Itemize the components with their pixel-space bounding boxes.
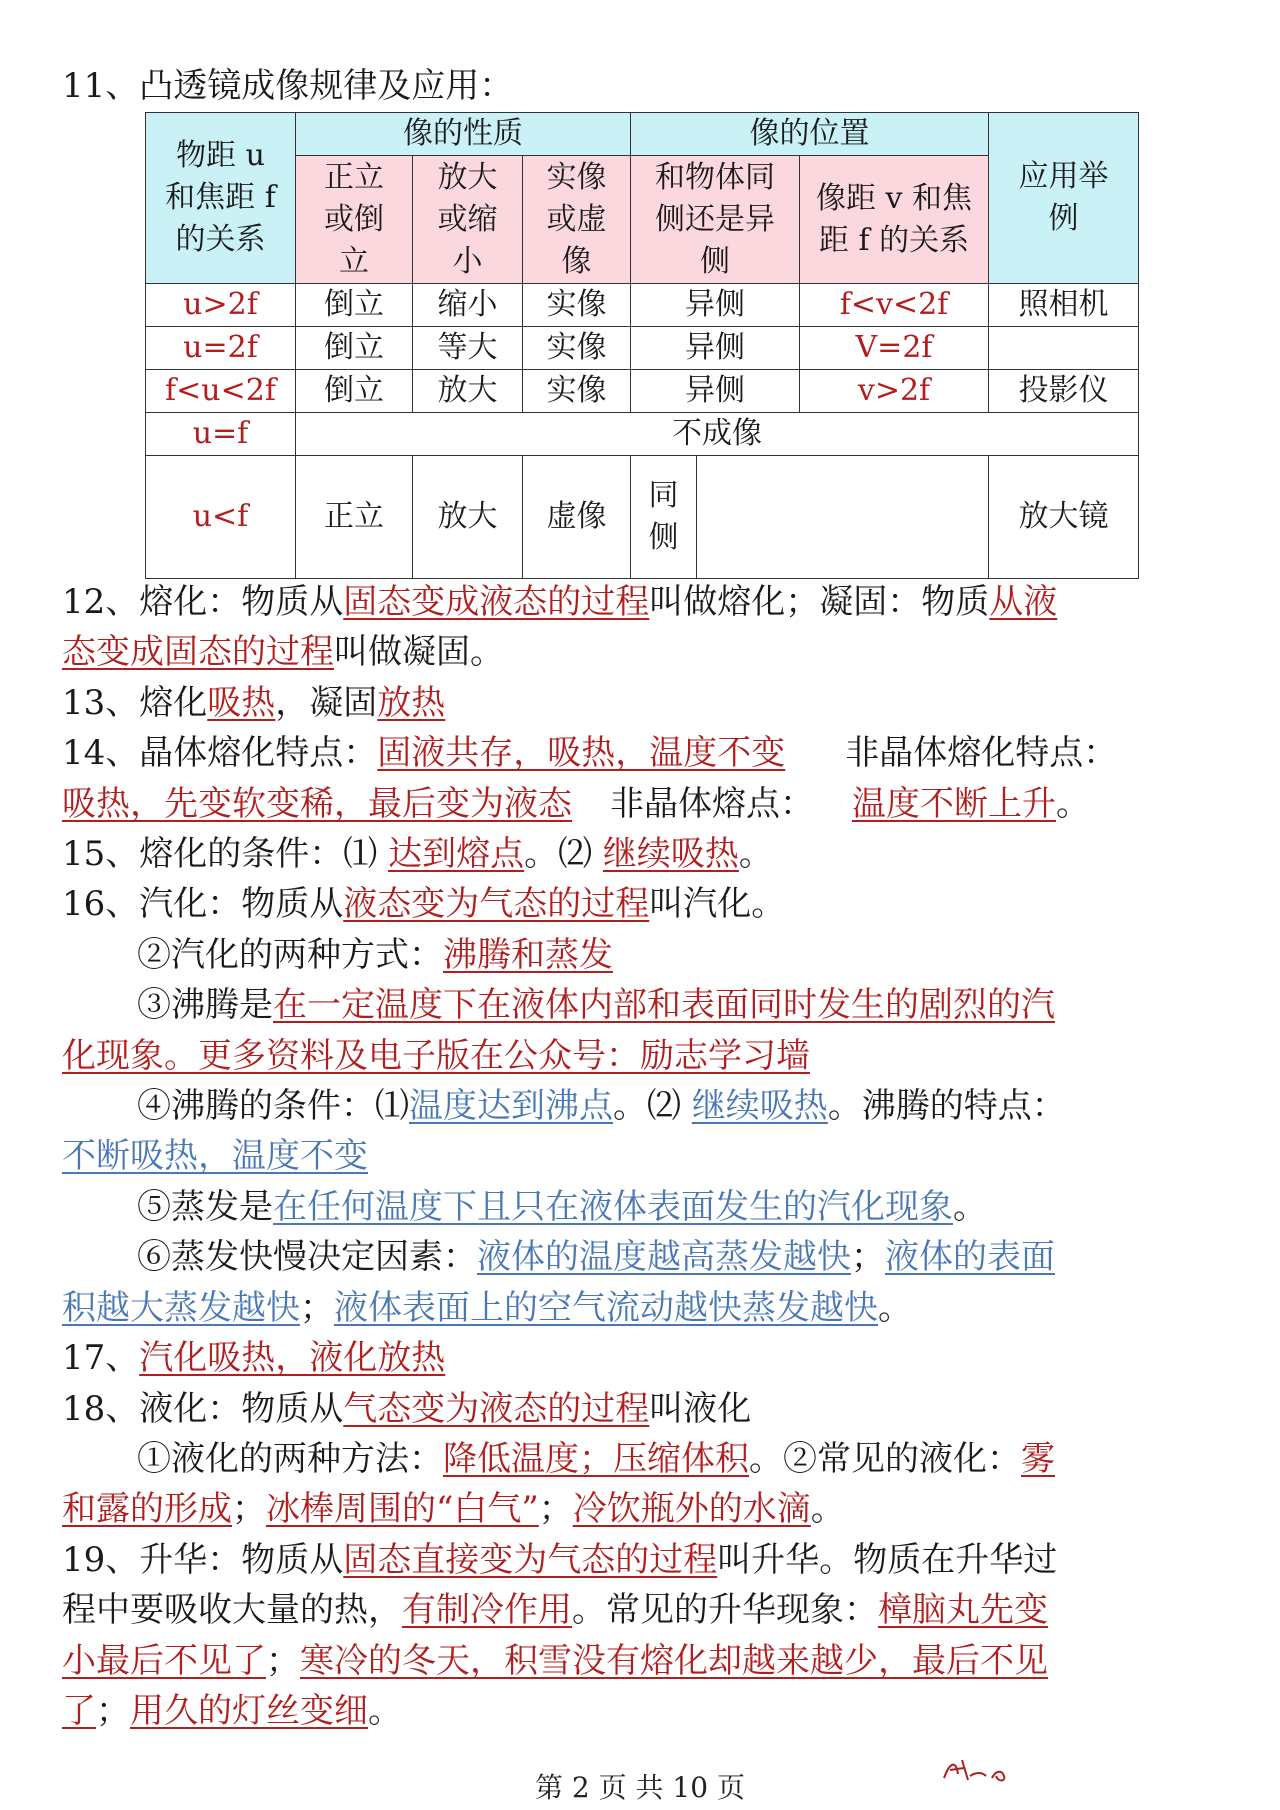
line-18c: 和露的形成；冰棒周围的“白气”；冷饮瓶外的水滴。	[62, 1489, 845, 1530]
line-15: 15、熔化的条件：⑴ 达到熔点。⑵ 继续吸热。	[62, 834, 773, 875]
cell-size: 缩小	[413, 284, 523, 327]
header-upright: 正立 或倒 立	[296, 156, 413, 284]
table-row	[146, 327, 1139, 370]
line-12b: 态变成固态的过程叫做凝固。	[62, 632, 504, 673]
cell-real: 实像	[523, 370, 631, 413]
cell-size: 放大	[413, 456, 523, 579]
cell-upright: 倒立	[296, 370, 413, 413]
table-row	[146, 284, 1139, 327]
cell-empty	[697, 456, 989, 579]
line-16: 16、汽化：物质从液态变为气态的过程叫汽化。	[62, 884, 786, 925]
cell-side: 同 侧	[631, 456, 697, 579]
cell-u: u<f	[146, 456, 296, 579]
cell-u: u>2f	[146, 284, 296, 327]
line-16h: ⑥蒸发快慢决定因素：液体的温度越高蒸发越快；液体的表面	[137, 1237, 1055, 1278]
header-object-distance: 物距 u 和焦距 f 的关系	[146, 113, 296, 284]
line-14b: 吸热，先变软变稀，最后变为液态 非晶体熔点： 温度不断上升。	[62, 783, 1090, 824]
line-16f: 不断吸热，温度不变	[62, 1136, 368, 1177]
cell-size: 等大	[413, 327, 523, 370]
cell-upright: 倒立	[296, 284, 413, 327]
line-19a: 19、升华：物质从固态直接变为气态的过程叫升华。物质在升华过	[62, 1539, 1058, 1580]
header-image-distance: 像距 v 和焦 距 f 的关系	[800, 156, 989, 284]
cell-side: 异侧	[631, 327, 800, 370]
cell-app: 照相机	[989, 284, 1139, 327]
line-19b: 程中要吸收大量的热，有制冷作用。常见的升华现象：樟脑丸先变	[62, 1590, 1048, 1631]
header-image-nature: 像的性质	[296, 113, 631, 156]
cell-size: 放大	[413, 370, 523, 413]
line-16c: ③沸腾是在一定温度下在液体内部和表面同时发生的剧烈的汽	[137, 985, 1055, 1026]
cell-app: 放大镜	[989, 456, 1139, 579]
cell-app	[989, 327, 1139, 370]
line-18b: ①液化的两种方法：降低温度；压缩体积。②常见的液化：雾	[137, 1438, 1055, 1479]
notes-body	[62, 577, 1232, 1736]
cell-real: 实像	[523, 327, 631, 370]
line-19d: 了；用久的灯丝变细。	[62, 1690, 402, 1731]
line-13: 13、熔化吸热，凝固放热	[62, 682, 446, 723]
cell-real: 实像	[523, 284, 631, 327]
cell-side: 异侧	[631, 370, 800, 413]
cell-app: 投影仪	[989, 370, 1139, 413]
line-18: 18、液化：物质从气态变为液态的过程叫液化	[62, 1388, 752, 1429]
table-row	[146, 413, 1139, 456]
cell-u: u=f	[146, 413, 296, 456]
line-16i: 积越大蒸发越快；液体表面上的空气流动越快蒸发越快。	[62, 1287, 912, 1328]
table-row	[146, 456, 1139, 579]
header-side: 和物体同 侧还是异 侧	[631, 156, 800, 284]
line-16e: ④沸腾的条件：⑴温度达到沸点。⑵ 继续吸热。沸腾的特点：	[137, 1086, 1066, 1127]
line-16d: 化现象。更多资料及电子版在公众号：励志学习墙	[62, 1035, 810, 1076]
cell-upright: 正立	[296, 456, 413, 579]
line-16b: ②汽化的两种方式：沸腾和蒸发	[137, 934, 613, 975]
header-image-position: 像的位置	[631, 113, 989, 156]
line-17: 17、汽化吸热，液化放热	[62, 1338, 446, 1379]
line-14a: 14、晶体熔化特点：固液共存，吸热，温度不变 非晶体熔化特点：	[62, 733, 1118, 774]
header-application: 应用举 例	[989, 113, 1139, 284]
table-row	[146, 370, 1139, 413]
header-real-virtual: 实像 或虚 像	[523, 156, 631, 284]
section-11-heading: 11、凸透镜成像规律及应用：	[62, 66, 514, 106]
cell-real: 虚像	[523, 456, 631, 579]
cell-u: f<u<2f	[146, 370, 296, 413]
cell-v: V=2f	[800, 327, 989, 370]
cell-upright: 倒立	[296, 327, 413, 370]
line-16g: ⑤蒸发是在任何温度下且只在液体表面发生的汽化现象。	[137, 1186, 987, 1227]
cell-v: f<v<2f	[800, 284, 989, 327]
cell-side: 异侧	[631, 284, 800, 327]
page-footer: 第 2 页 共 10 页	[535, 1771, 745, 1804]
header-size: 放大 或缩 小	[413, 156, 523, 284]
cell-v: v>2f	[800, 370, 989, 413]
lens-imaging-table	[145, 112, 1139, 579]
line-12a: 12、熔化：物质从固态变成液态的过程叫做熔化；凝固：物质从液	[62, 582, 1058, 622]
line-19c: 小最后不见了；寒冷的冬天，积雪没有熔化却越来越少，最后不见	[62, 1640, 1048, 1681]
cell-no-image: 不成像	[296, 413, 1139, 456]
cell-u: u=2f	[146, 327, 296, 370]
